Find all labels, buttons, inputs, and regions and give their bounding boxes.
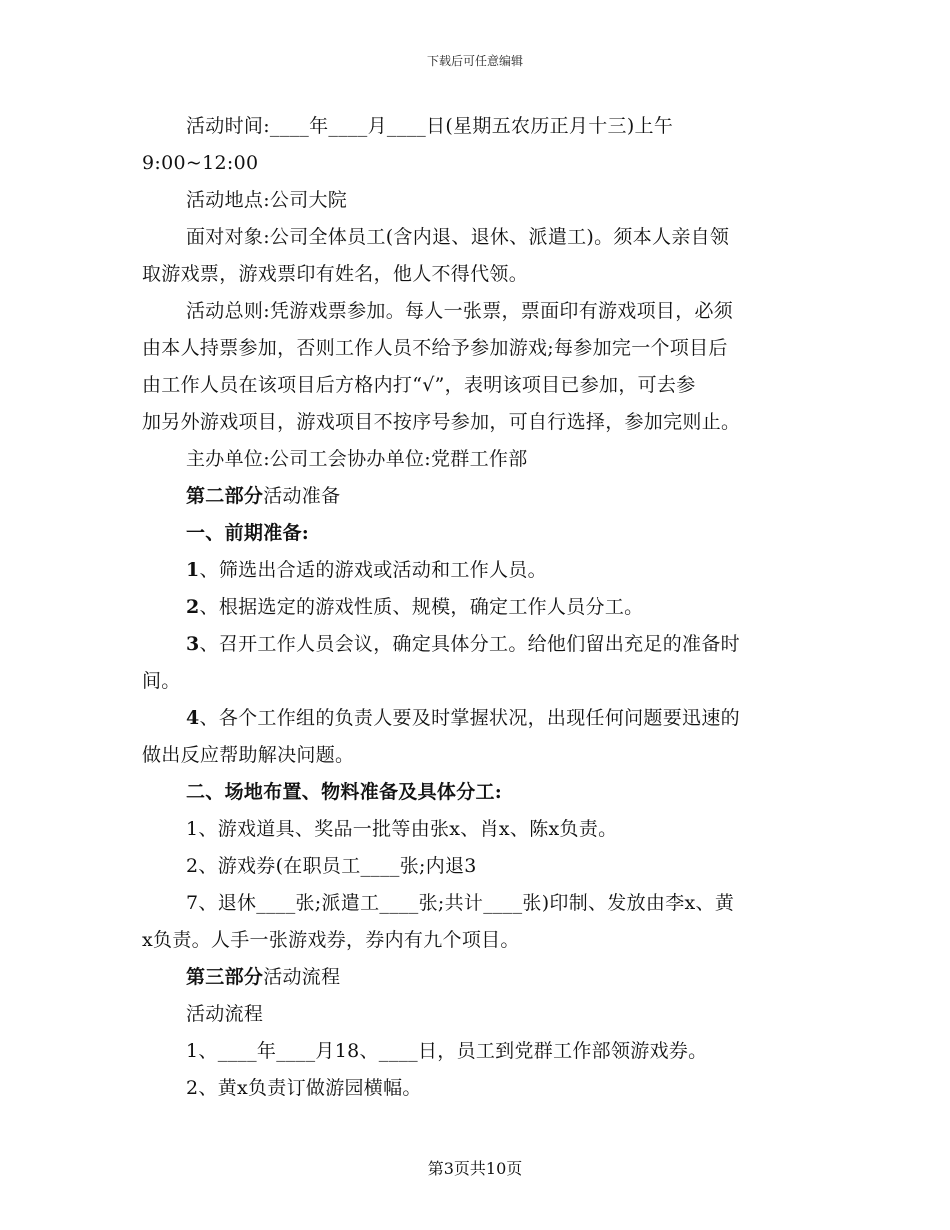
list-item: 1、____年____月18、____日，员工到党群工作部领游戏券。: [186, 1040, 708, 1062]
paragraph-general-rules: 活动总则:凭游戏票参加。每人一张票，票面印有游戏项目，必须: [186, 300, 734, 322]
paragraph-target-audience-cont: 取游戏票，游戏票印有姓名，他人不得代领。: [142, 263, 529, 285]
list-item-number: 3: [186, 633, 200, 655]
list-item: [142, 552, 814, 589]
subheading-process: 活动流程: [186, 1003, 264, 1025]
section-heading-title: 活动流程: [263, 966, 341, 988]
paragraph-target-audience: 面对对象:公司全体员工(含内退、退休、派遣工)。须本人亲自领: [186, 226, 730, 248]
list-item-number: 2: [186, 596, 200, 618]
list-item: 2、黄x负责订做游园横幅。: [186, 1077, 422, 1099]
list-item: 7、退休____张;派遣工____张;共计____张)印制、发放由李x、黄: [186, 892, 735, 914]
paragraph-general-rules-cont: 加另外游戏项目，游戏项目不按序号参加，可自行选择，参加完则止。: [142, 411, 741, 433]
subheading-preparation: 一、前期准备:: [186, 522, 310, 544]
list-item-cont: x负责。人手一张游戏券，券内有九个项目。: [142, 929, 520, 951]
paragraph-activity-location: 活动地点:公司大院: [186, 189, 348, 211]
list-item-cont: 间。: [142, 670, 181, 692]
paragraph-activity-time-cont: 9:00~12:00: [142, 152, 259, 174]
paragraph-general-rules-cont: 由本人持票参加，否则工作人员不给予参加游戏;每参加完一个项目后: [142, 337, 728, 359]
list-item: 1、游戏道具、奖品一批等由张x、肖x、陈x负责。: [186, 818, 618, 840]
paragraph-activity-time: 活动时间:____年____月____日(星期五农历正月十三)上午: [186, 115, 674, 137]
paragraph-organizer: 主办单位:公司工会协办单位:党群工作部: [186, 448, 528, 470]
section-heading-label: 第二部分: [186, 485, 264, 507]
list-item-number: 1: [186, 559, 200, 581]
list-item-text: 、各个工作组的负责人要及时掌握状况，出现任何问题要迅速的: [199, 707, 740, 729]
section-heading-title: 活动准备: [263, 485, 341, 507]
list-item: [142, 589, 814, 626]
list-item: 2、游戏券(在职员工____张;内退3: [186, 855, 477, 877]
page-header: 下载后可任意编辑: [426, 54, 523, 68]
page-footer: 第3页共10页: [427, 1159, 523, 1178]
list-item: [142, 626, 814, 663]
document-body: [142, 108, 814, 1107]
section-heading-part-two: [142, 478, 814, 515]
subheading-venue-materials: 二、场地布置、物料准备及具体分工:: [186, 781, 503, 803]
list-item-text: 、根据选定的游戏性质、规模，确定工作人员分工。: [199, 596, 644, 618]
paragraph-general-rules-cont: 由工作人员在该项目后方格内打“√”，表明该项目已参加，可去参: [142, 374, 696, 396]
list-item-number: 4: [186, 707, 200, 729]
list-item: [142, 700, 814, 737]
list-item-cont: 做出反应帮助解决问题。: [142, 744, 355, 766]
section-heading-label: 第三部分: [186, 966, 264, 988]
section-heading-part-three: [142, 959, 814, 996]
list-item-text: 、召开工作人员会议，确定具体分工。给他们留出充足的准备时: [199, 633, 740, 655]
list-item-text: 、筛选出合适的游戏或活动和工作人员。: [199, 559, 547, 581]
